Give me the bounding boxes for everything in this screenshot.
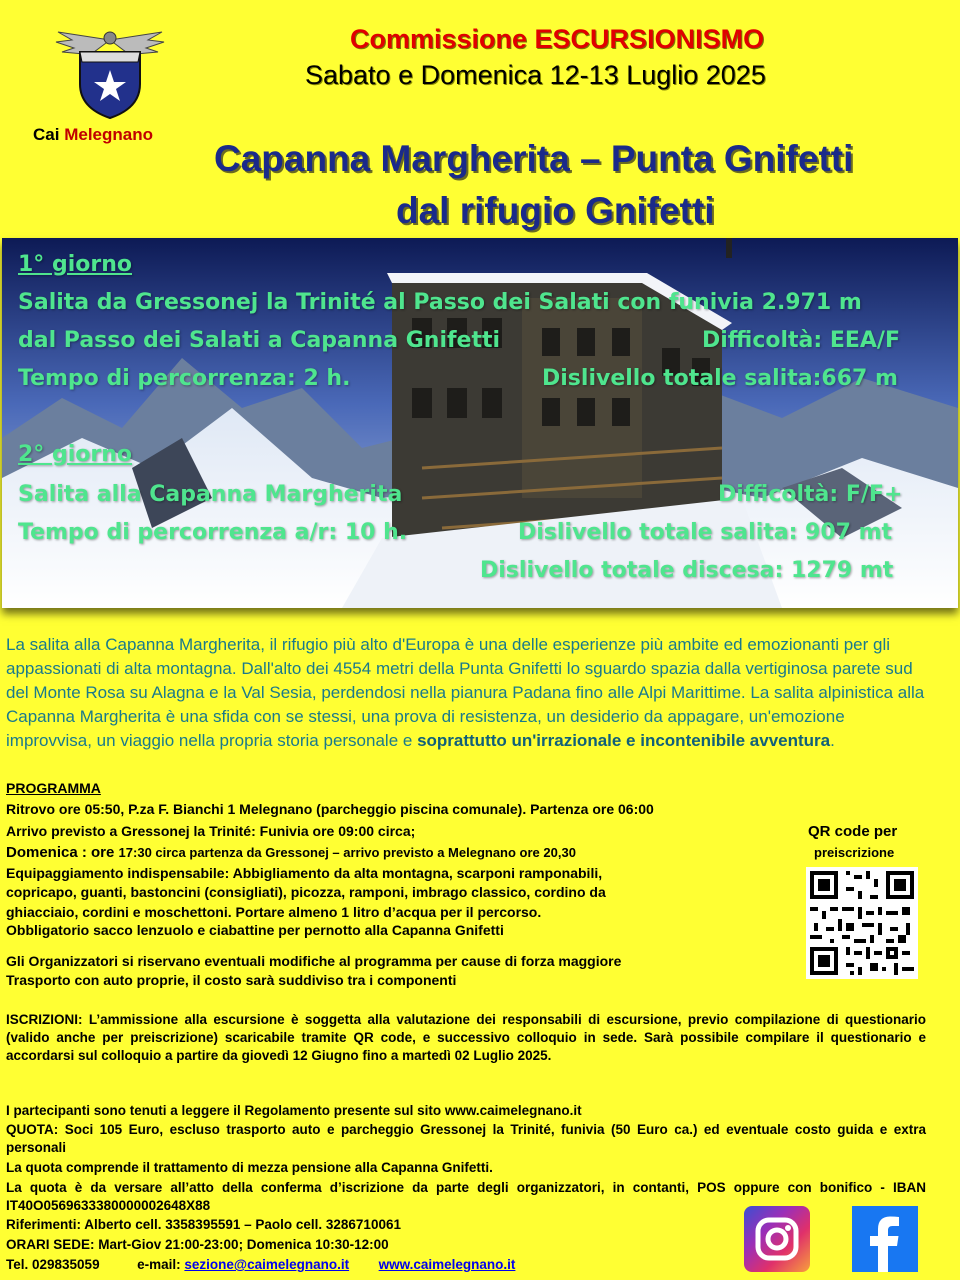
contacts-line: Riferimenti: Alberto cell. 3358395591 – Paolo cell. 3286710061 [6, 1217, 401, 1232]
payment-paragraph: La quota è da versare all’atto della conferma d’iscrizione da parte degli organizzatori, in contanti, POS oppure con bonifico - IBAN IT40O0569633380000002648X88 [6, 1180, 926, 1213]
quota-paragraph: QUOTA: Soci 105 Euro, escluso trasporto auto e parcheggio Gressonej la Trinité, funivia (50 Euro ca.) ed eventuale costo guida e extra personali [6, 1122, 926, 1155]
equipment-line2: copricapo, guanti, bastoncini (consigliati), picozza, ramponi, imbrago classico, cordino da [6, 884, 606, 900]
program-sunday: Domenica : ore 17:30 circa partenza da Gressonej – arrivo previsto a Melegnano ore 20,30 [6, 844, 576, 861]
equipment-line1: Equipaggiamento indispensabile: Abbigliamento da alta montagna, scarponi ramponabili, [6, 865, 603, 881]
note-organizers: Gli Organizzatori si riservano eventuali modifiche al programma per cause di forza maggiore [6, 953, 622, 969]
day1-time: Tempo di percorrenza: 2 h. [18, 366, 351, 391]
day2-descent: Dislivello totale discesa: 1279 mt [480, 558, 894, 583]
cai-logo [50, 22, 170, 122]
program-arrival: Arrivo previsto a Gressonej la Trinité: Funivia ore 09:00 circa; [6, 823, 416, 839]
equipment-line4: Obbligatorio sacco lenzuolo e ciabattine per pernotto alla Capanna Gnifetti [6, 922, 504, 938]
email-link[interactable]: sezione@caimelegnano.it [184, 1257, 350, 1272]
page-title-line2: dal rifugio Gnifetti [396, 190, 715, 231]
day1-ascent: Dislivello totale salita:667 m [542, 366, 898, 391]
instagram-icon[interactable] [744, 1206, 810, 1272]
iscrizioni-paragraph: ISCRIZIONI: L’ammissione alla escursione è soggetta alla valutazione dei responsabili di escursione, previo compilazione di questionario (valido anche per preiscrizione) scaricabile tramite QR code, e successivo colloquio in sede. Sarà possibile compilare il questionario e accordarsi sul colloquio a partire da giovedì 12 Giugno fino a martedì 02 Luglio 2025. [6, 1012, 926, 1063]
program-meeting: Ritrovo ore 05:50, P.za F. Bianchi 1 Melegnano (parcheggio piscina comunale). Partenza ore 06:00 [6, 801, 654, 817]
regolamento-line: I partecipanti sono tenuti a leggere il Regolamento presente sul sito www.caimelegnano.it [6, 1103, 582, 1118]
mezza-pensione-line: La quota comprende il trattamento di mezza pensione alla Capanna Gnifetti. [6, 1160, 493, 1175]
website-link[interactable]: www.caimelegnano.it [378, 1257, 516, 1272]
office-hours-line: ORARI SEDE: Mart-Giov 21:00-23:00; Domenica 10:30-12:00 [6, 1237, 389, 1252]
day1-line2: dal Passo dei Salati a Capanna Gnifetti [18, 328, 501, 353]
program-heading: PROGRAMMA [6, 780, 101, 796]
day2-line1: Salita alla Capanna Margherita [18, 482, 403, 507]
contact-footer [6, 1257, 515, 1272]
page-title-line1: Capanna Margherita – Punta Gnifetti [214, 138, 854, 179]
note-transport: Trasporto con auto proprie, il costo sarà suddiviso tra i componenti [6, 972, 457, 988]
day2-time: Tempo di percorrenza a/r: 10 h. [18, 520, 408, 545]
equipment-line3: ghiacciaio, cordini e moschettoni. Portare almeno 1 litro d’acqua per il percorso. [6, 904, 542, 920]
day2-ascent: Dislivello totale salita: 907 mt [518, 520, 893, 545]
qr-label: QR code per [808, 823, 898, 840]
qr-code[interactable] [806, 867, 918, 979]
facebook-icon[interactable] [852, 1206, 918, 1272]
phone-number: Tel. 029835059 [6, 1257, 100, 1272]
qr-sublabel: preiscrizione [814, 845, 895, 860]
intro-paragraph: La salita alla Capanna Margherita, il rifugio più alto d'Europa è una delle esperienze più ambite ed emozionanti per gli appassionati di alta montagna. Dall'alto dei 4554 metri della Punta Gnifetti lo sguardo spazia dalla vertiginosa parete sud del Monte Rosa su Alagna e la Val Sesia, perdendosi nella pianura Padana fino alle Alpi Marittime. La salita alpinistica alla Capanna Margherita è una sfida con se stessi, una prova di resistenza, un desiderio da appagare, un'emozione improvvisa, un viaggio nella propria storia personale e soprattutto un'irrazionale e incontenibile avventura. [6, 635, 925, 750]
event-dates: Sabato e Domenica 12-13 Luglio 2025 [305, 60, 766, 90]
hut-photo [2, 238, 958, 608]
day2-heading: 2° giorno [18, 442, 132, 467]
commission-title: Commissione ESCURSIONISMO [350, 24, 765, 54]
day2-difficulty: Difficoltà: F/F+ [718, 482, 903, 507]
intro-emphasis: soprattutto un'irrazionale e incontenibile avventura [417, 731, 831, 750]
day1-line1: Salita da Gressonej la Trinité al Passo dei Salati con funivia 2.971 m [18, 290, 862, 315]
day1-difficulty: Difficoltà: EEA/F [702, 328, 900, 353]
day1-heading: 1° giorno [18, 252, 132, 277]
email-label: e-mail: [137, 1257, 181, 1272]
cai-melegnano-label: Cai Melegnano [33, 125, 153, 144]
